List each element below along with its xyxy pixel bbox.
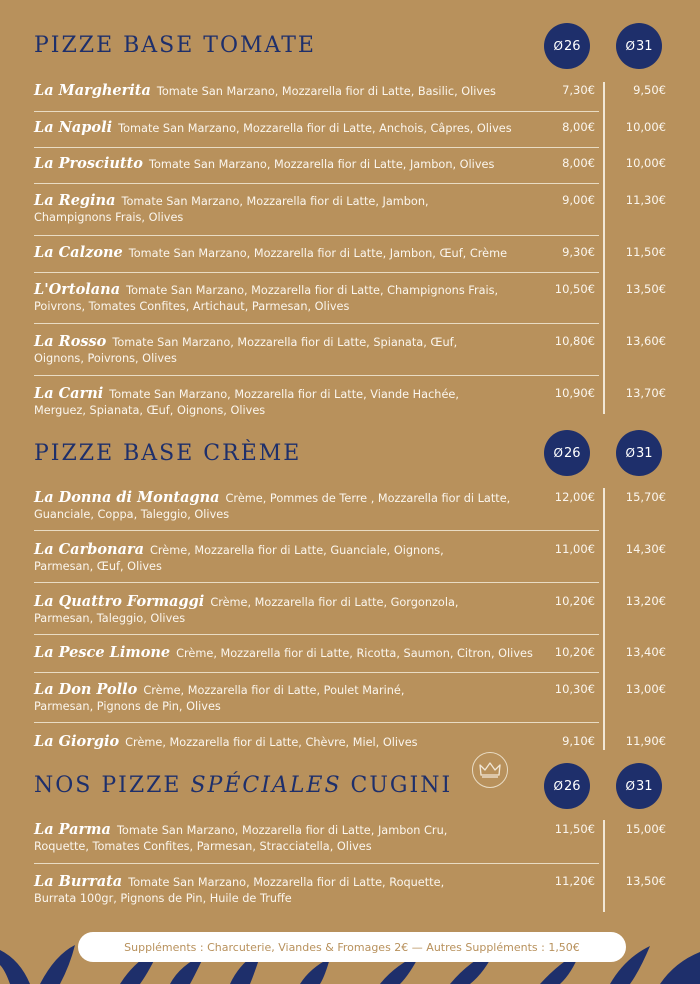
item-description: Crème, Mozzarella fior di Latte, Guanciale, Oignons, Parmesan, Œuf, Olives [34,544,444,573]
price-column-divider [603,82,605,414]
item-description: Tomate San Marzano, Mozzarella fior di Latte, Basilic, Olives [156,85,496,98]
item-name: La Giorgio [34,733,120,750]
item-description: Crème, Mozzarella fior di Latte, Chèvre, Miel, Olives [125,736,418,749]
row-divider [34,672,599,673]
price-31: 10,00€ [625,156,666,170]
item-description: Tomate San Marzano, Mozzarella fior di Latte, Spianata, Œuf, Oignons, Poivrons, Olives [34,336,458,365]
price-26: 10,90€ [554,386,595,400]
row-divider [34,323,599,324]
price-31: 15,00€ [625,822,666,836]
item-name: La Pesce Limone [34,644,171,661]
price-31: 13,70€ [625,386,666,400]
row-divider [34,235,599,236]
price-31: 13,40€ [625,645,666,659]
price-26: 10,20€ [554,645,595,659]
item-description: Crème, Mozzarella fior di Latte, Gorgonzola, Parmesan, Taleggio, Olives [34,596,459,625]
price-column-divider [603,820,605,912]
price-26: 10,30€ [554,682,595,696]
row-divider [34,722,599,723]
item-description: Tomate San Marzano, Mozzarella fior di Latte, Jambon, Olives [148,158,495,171]
section-title-creme: PIZZE BASE CRÈME [34,441,302,466]
item-name: La Carni [34,385,104,402]
crown-icon [472,752,508,788]
price-31: 13,20€ [625,594,666,608]
item-name: La Rosso [34,333,107,350]
price-26: 9,00€ [562,193,595,207]
price-31: 9,50€ [633,83,666,97]
row-divider [34,863,599,864]
price-26: 7,30€ [562,83,595,97]
row-divider [34,634,599,635]
price-26: 9,30€ [562,245,595,259]
item-name: La Burrata [34,873,123,890]
item-name: La Donna di Montagna [34,489,220,506]
size-badge-31: Ø 31 [616,763,662,809]
item-description: Crème, Mozzarella fior di Latte, Poulet Mariné, Parmesan, Pignons de Pin, Olives [34,684,405,713]
price-26: 11,00€ [554,542,595,556]
price-26: 8,00€ [562,156,595,170]
price-26: 11,20€ [554,874,595,888]
price-26: 12,00€ [554,490,595,504]
item-name: L'Ortolana [34,281,121,298]
section-title-tomate: PIZZE BASE TOMATE [34,33,316,58]
size-badge-31: Ø 31 [616,23,662,69]
row-divider [34,375,599,376]
item-name: La Calzone [34,244,123,261]
item-description: Tomate San Marzano, Mozzarella fior di Latte, Jambon, Champignons Frais, Olives [34,195,429,224]
section-title-speciales: NOS PIZZE SPÉCIALES CUGINI [34,773,453,798]
price-31: 11,90€ [625,734,666,748]
item-description: Tomate San Marzano, Mozzarella fior di Latte, Jambon Cru, Roquette, Tomates Confites, Parmesan, Stracciatella, Olives [34,824,448,853]
item-description: Tomate San Marzano, Mozzarella fior di Latte, Jambon, Œuf, Crème [128,247,508,260]
supplements-banner [78,932,626,962]
size-badge-31: Ø 31 [616,430,662,476]
price-26: 11,50€ [554,822,595,836]
size-badge-26: Ø 26 [544,763,590,809]
item-description: Tomate San Marzano, Mozzarella fior di Latte, Champignons Frais, Poivrons, Tomates Confites, Artichaut, Parmesan, Olives [34,284,499,313]
size-badge-26: Ø 26 [544,430,590,476]
item-name: La Parma [34,821,111,838]
price-31: 11,50€ [625,245,666,259]
item-name: La Quattro Formaggi [34,593,205,610]
item-description: Tomate San Marzano, Mozzarella fior di Latte, Roquette, Burrata 100gr, Pignons de Pin, Huile de Truffe [34,876,445,905]
price-31: 15,70€ [625,490,666,504]
price-31: 14,30€ [625,542,666,556]
row-divider [34,183,599,184]
row-divider [34,147,599,148]
price-26: 9,10€ [562,734,595,748]
item-description: Crème, Mozzarella fior di Latte, Ricotta, Saumon, Citron, Olives [176,647,533,660]
price-26: 10,50€ [554,282,595,296]
row-divider [34,111,599,112]
price-26: 10,80€ [554,334,595,348]
item-name: La Prosciutto [34,155,143,172]
price-26: 8,00€ [562,120,595,134]
item-description: Tomate San Marzano, Mozzarella fior di Latte, Anchois, Câpres, Olives [118,122,512,135]
price-31: 13,50€ [625,282,666,296]
price-26: 10,20€ [554,594,595,608]
row-divider [34,582,599,583]
price-31: 11,30€ [625,193,666,207]
item-description: Crème, Pommes de Terre , Mozzarella fior di Latte, Guanciale, Coppa, Taleggio, Olives [34,492,511,521]
price-31: 13,60€ [625,334,666,348]
price-column-divider [603,488,605,750]
price-31: 13,00€ [625,682,666,696]
item-description: Tomate San Marzano, Mozzarella fior di Latte, Viande Hachée, Merguez, Spianata, Œuf, Oignons, Olives [34,388,459,417]
item-name: La Don Pollo [34,681,138,698]
price-31: 13,50€ [625,874,666,888]
size-badge-26: Ø 26 [544,23,590,69]
price-31: 10,00€ [625,120,666,134]
row-divider [34,530,599,531]
crown-icon-shape [479,762,501,778]
item-name: La Carbonara [34,541,144,558]
item-name: La Regina [34,192,116,209]
supplements-text: Suppléments : Charcuterie, Viandes & Fromages 2€ — Autres Suppléments : 1,50€ [124,940,580,954]
item-name: La Margherita [34,82,151,99]
item-name: La Napoli [34,119,113,136]
row-divider [34,272,599,273]
